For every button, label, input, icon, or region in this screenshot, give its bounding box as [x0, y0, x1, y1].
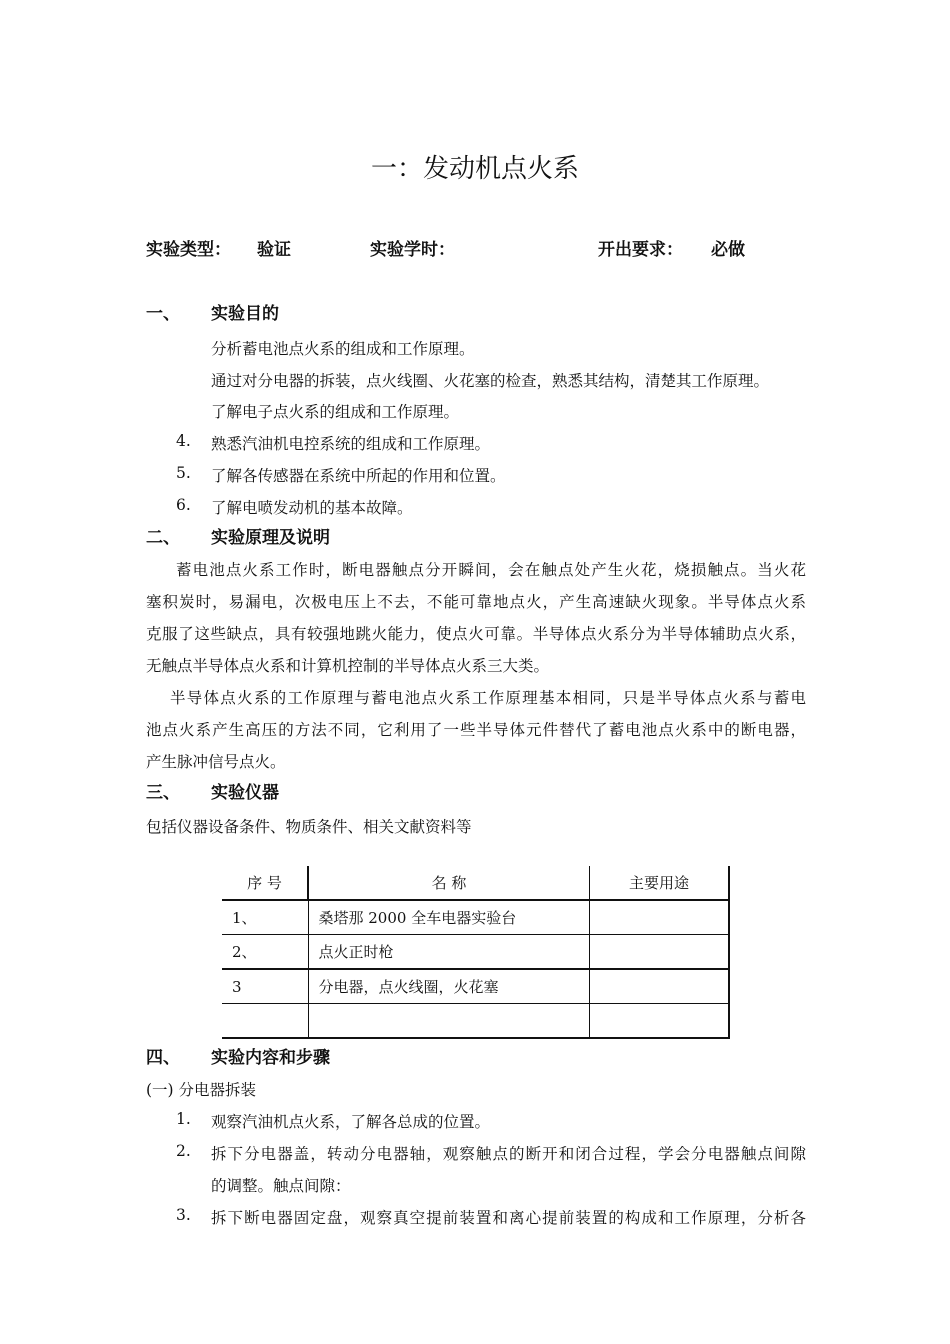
objective-item: 了解各传感器在系统中所起的作用和位置。: [211, 467, 506, 485]
principle-line: 塞积炭时，易漏电，次极电压上不去，不能可靠地点火，产生高速缺火现象。半导体点火系: [146, 593, 806, 611]
section-1-heading: 实验目的: [211, 304, 279, 324]
instrument-table: [222, 866, 730, 1039]
step-line: 拆下断电器固定盘，观察真空提前装置和离心提前装置的构成和工作原理，分析各: [211, 1209, 806, 1227]
step-number: 1.: [176, 1110, 191, 1128]
step-line: 的调整。触点间隙：: [211, 1177, 351, 1195]
table-cell-usage: [590, 935, 730, 970]
subsection-heading: (一) 分电器拆装: [146, 1081, 257, 1099]
table-cell-name: [308, 1004, 590, 1039]
page-title: 一：发动机点火系: [370, 154, 579, 184]
objective-number: 6.: [176, 496, 191, 514]
table-cell-usage: [590, 1004, 730, 1039]
objective-number: 4.: [176, 432, 191, 450]
table-cell-index: [222, 1004, 308, 1039]
step-number: 2.: [176, 1142, 191, 1160]
objective-item: 通过对分电器的拆装，点火线圈、火花塞的检查，熟悉其结构，清楚其工作原理。: [211, 372, 770, 390]
table-cell-usage: [590, 900, 730, 935]
step-line: 拆下分电器盖，转动分电器轴，观察触点的断开和闭合过程，学会分电器触点间隙: [211, 1145, 806, 1163]
section-4-number: 四、: [146, 1048, 180, 1068]
experiment-hours-label: 实验学时：: [370, 240, 455, 260]
principle-line: 蓄电池点火系工作时，断电器触点分开瞬间，会在触点处产生火花，烧损触点。当火花: [176, 561, 806, 579]
objective-item: 分析蓄电池点火系的组成和工作原理。: [211, 340, 475, 358]
principle-line: 池点火系产生高压的方法不同，它利用了一些半导体元件替代了蓄电池点火系中的断电器，: [146, 721, 806, 739]
table-row: [222, 1004, 729, 1039]
objective-item: 了解电喷发动机的基本故障。: [211, 499, 413, 517]
section-2-heading: 实验原理及说明: [211, 528, 330, 548]
table-header-index: 序 号: [222, 866, 308, 900]
table-cell-index: 2、: [222, 935, 308, 970]
section-3-heading: 实验仪器: [211, 783, 279, 803]
table-cell-name: 桑塔那 2000 全车电器实验台: [308, 900, 590, 935]
objective-number: 5.: [176, 464, 191, 482]
table-cell-index: 3: [222, 969, 308, 1004]
table-header-name: 名 称: [308, 866, 590, 900]
section-3-number: 三、: [146, 783, 180, 803]
objective-item: 熟悉汽油机电控系统的组成和工作原理。: [211, 435, 491, 453]
table-row: [222, 969, 729, 1004]
requirement-value: 必做: [711, 240, 745, 260]
principle-line: 无触点半导体点火系和计算机控制的半导体点火系三大类。: [146, 657, 550, 675]
table-cell-name: 点火正时枪: [308, 935, 590, 970]
step-number: 3.: [176, 1206, 191, 1224]
objective-item: 了解电子点火系的组成和工作原理。: [211, 403, 460, 421]
table-cell-usage: [590, 969, 730, 1004]
principle-line: 产生脉冲信号点火。: [146, 753, 286, 771]
principle-line: 半导体点火系的工作原理与蓄电池点火系工作原理基本相同，只是半导体点火系与蓄电: [170, 689, 806, 707]
principle-line: 克服了这些缺点，具有较强地跳火能力，使点火可靠。半导体点火系分为半导体辅助点火系，: [146, 625, 806, 643]
experiment-type-value: 验证: [257, 240, 291, 260]
section-4-heading: 实验内容和步骤: [211, 1048, 330, 1068]
table-row: [222, 935, 729, 970]
experiment-type-label: 实验类型：: [146, 240, 231, 260]
table-cell-name: 分电器，点火线圈，火花塞: [308, 969, 590, 1004]
section-1-number: 一、: [146, 304, 180, 324]
table-cell-index: 1、: [222, 900, 308, 935]
table-header-usage: 主要用途: [590, 866, 730, 900]
requirement-label: 开出要求：: [598, 240, 683, 260]
instrument-description: 包括仪器设备条件、物质条件、相关文献资料等: [146, 818, 472, 836]
section-2-number: 二、: [146, 528, 180, 548]
step-line: 观察汽油机点火系，了解各总成的位置。: [211, 1113, 491, 1131]
table-row: [222, 900, 729, 935]
